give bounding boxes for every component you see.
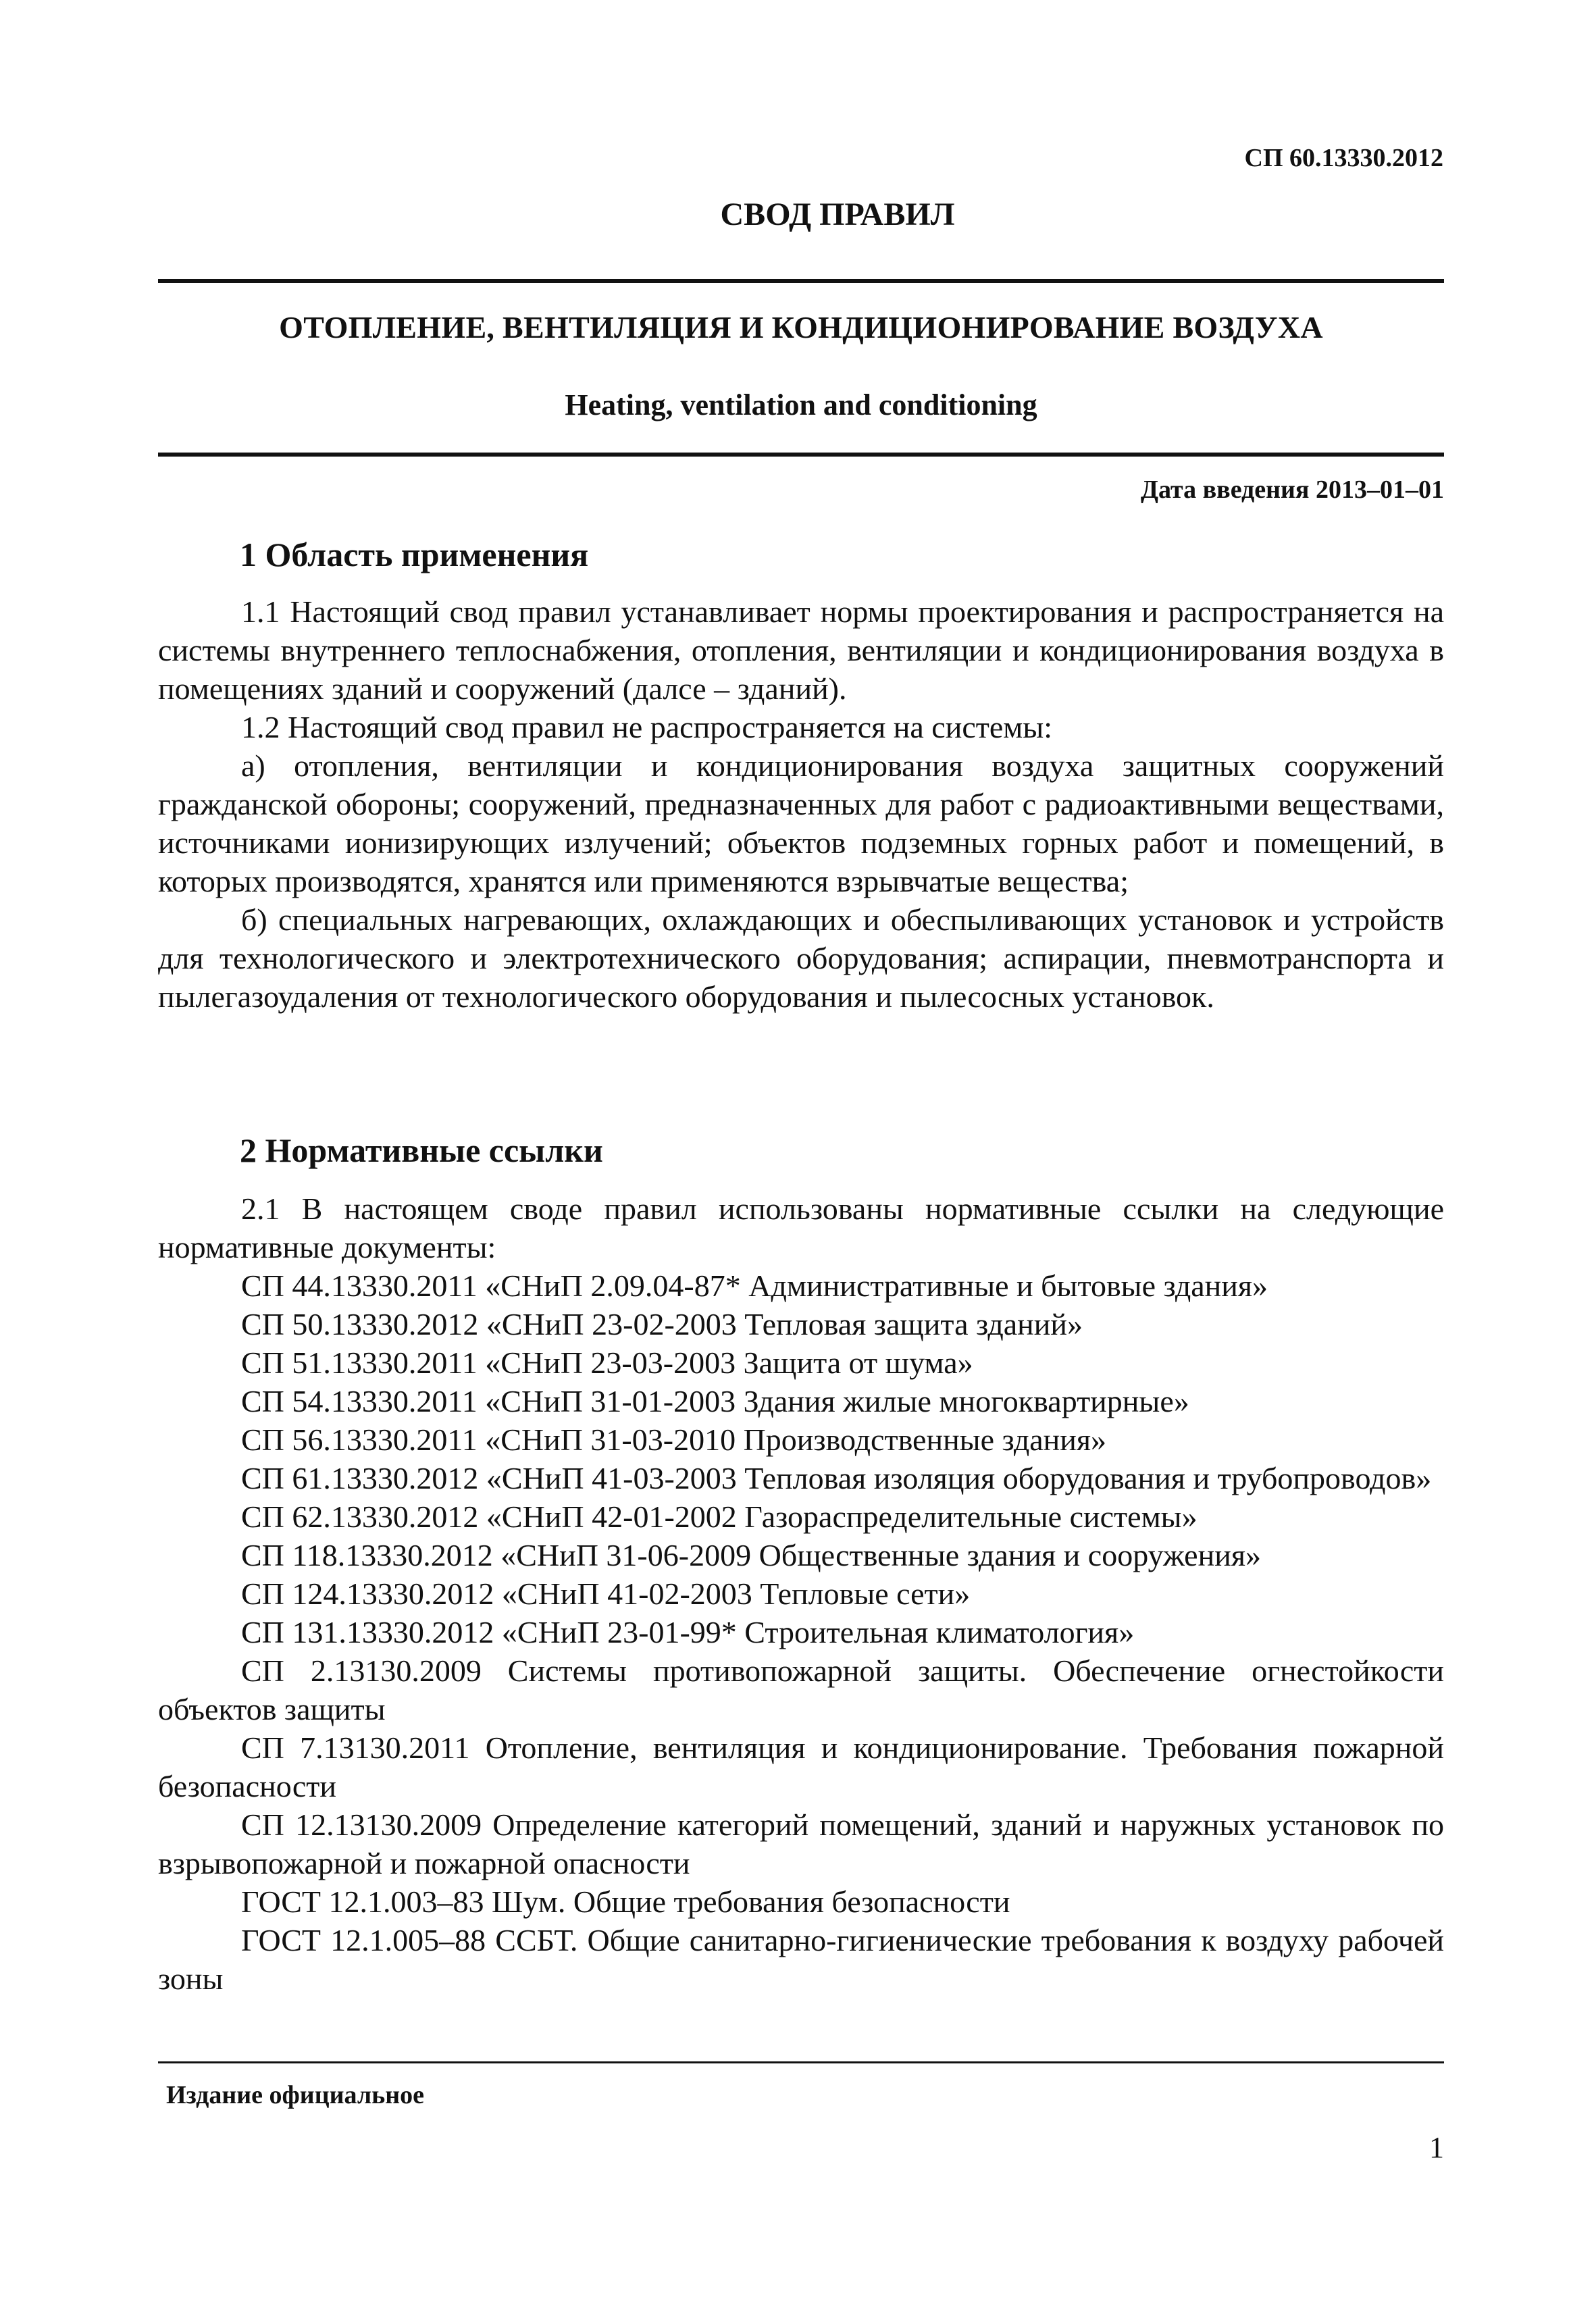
- reference-item: СП 62.13330.2012 «СНиП 42-01-2002 Газораспределительные системы»: [241, 1499, 1198, 1534]
- top-rule: [158, 279, 1444, 283]
- reference-item: СП 44.13330.2011 «СНиП 2.09.04-87* Административные и бытовые здания»: [241, 1268, 1268, 1303]
- reference-item: СП 54.13330.2011 «СНиП 31-01-2003 Здания жилые многоквартирные»: [241, 1384, 1189, 1418]
- reference-item: ГОСТ 12.1.005–88 ССБТ. Общие санитарно-гигиенические требования к воздуху рабочей зоны: [158, 1923, 1444, 1996]
- paragraph: 1.2 Настоящий свод правил не распространяется на системы:: [241, 710, 1053, 744]
- paragraph: б) специальных нагревающих, охлаждающих и обеспыливающих установок и устройств для технологического и электротехнического оборудования; аспирации, пневмотранспорта и пылегазоудаления от технологического оборудования и пылесосных установок.: [158, 902, 1444, 1014]
- footer-rule: [158, 2061, 1444, 2063]
- section-references-body: [158, 1189, 1444, 1998]
- section-scope-body: [158, 592, 1444, 1016]
- reference-item: ГОСТ 12.1.003–83 Шум. Общие требования безопасности: [241, 1884, 1010, 1919]
- reference-item: СП 2.13130.2009 Системы противопожарной защиты. Обеспечение огнестойкости объектов защиты: [158, 1653, 1444, 1726]
- paragraph: 2.1 В настоящем своде правил использованы нормативные ссылки на следующие нормативные документы:: [158, 1191, 1444, 1264]
- reference-item: СП 7.13130.2011 Отопление, вентиляция и кондиционирование. Требования пожарной безопасности: [158, 1730, 1444, 1803]
- page-number: 1: [1429, 2131, 1444, 2164]
- reference-item: СП 131.13330.2012 «СНиП 23-01-99* Строительная климатология»: [241, 1615, 1135, 1649]
- section-heading-scope: 1 Область применения: [240, 536, 589, 573]
- reference-item: СП 118.13330.2012 «СНиП 31-06-2009 Общественные здания и сооружения»: [241, 1538, 1261, 1572]
- document-title: ОТОПЛЕНИЕ, ВЕНТИЛЯЦИЯ И КОНДИЦИОНИРОВАНИЕ ВОЗДУХА: [279, 310, 1323, 344]
- reference-item: СП 124.13330.2012 «СНиП 41-02-2003 Тепловые сети»: [241, 1576, 971, 1611]
- document-code: СП 60.13330.2012: [1244, 144, 1443, 172]
- reference-item: СП 50.13330.2012 «СНиП 23-02-2003 Тепловая защита зданий»: [241, 1307, 1083, 1341]
- section-heading-normative-references: 2 Нормативные ссылки: [240, 1131, 603, 1169]
- paragraph: 1.1 Настоящий свод правил устанавливает нормы проектирования и распространяется на системы внутреннего теплоснабжения, отопления, вентиляции и кондиционирования воздуха в помещениях зданий и сооружений (далсе – зданий).: [158, 594, 1444, 706]
- edition-label: Издание официальное: [166, 2081, 425, 2109]
- title-bottom-rule: [158, 453, 1444, 457]
- document-title-english: Heating, ventilation and conditioning: [565, 388, 1037, 421]
- paragraph: а) отопления, вентиляции и кондиционирования воздуха защитных сооружений гражданской обороны; сооружений, предназначенных для работ с радиоактивными веществами, источниками ионизирующих излучений; объектов подземных горных работ и помещений, в которых производятся, хранятся или применяются взрывчатые вещества;: [158, 748, 1444, 898]
- reference-item: СП 61.13330.2012 «СНиП 41-03-2003 Тепловая изоляция оборудования и трубопроводов»: [241, 1461, 1432, 1495]
- introduction-date: Дата введения 2013–01–01: [1140, 475, 1444, 504]
- reference-item: СП 51.13330.2011 «СНиП 23-03-2003 Защита от шума»: [241, 1345, 973, 1380]
- document-type-heading: СВОД ПРАВИЛ: [720, 197, 955, 232]
- reference-item: СП 12.13130.2009 Определение категорий помещений, зданий и наружных установок по взрывопожарной и пожарной опасности: [158, 1807, 1444, 1880]
- reference-item: СП 56.13330.2011 «СНиП 31-03-2010 Производственные здания»: [241, 1422, 1107, 1457]
